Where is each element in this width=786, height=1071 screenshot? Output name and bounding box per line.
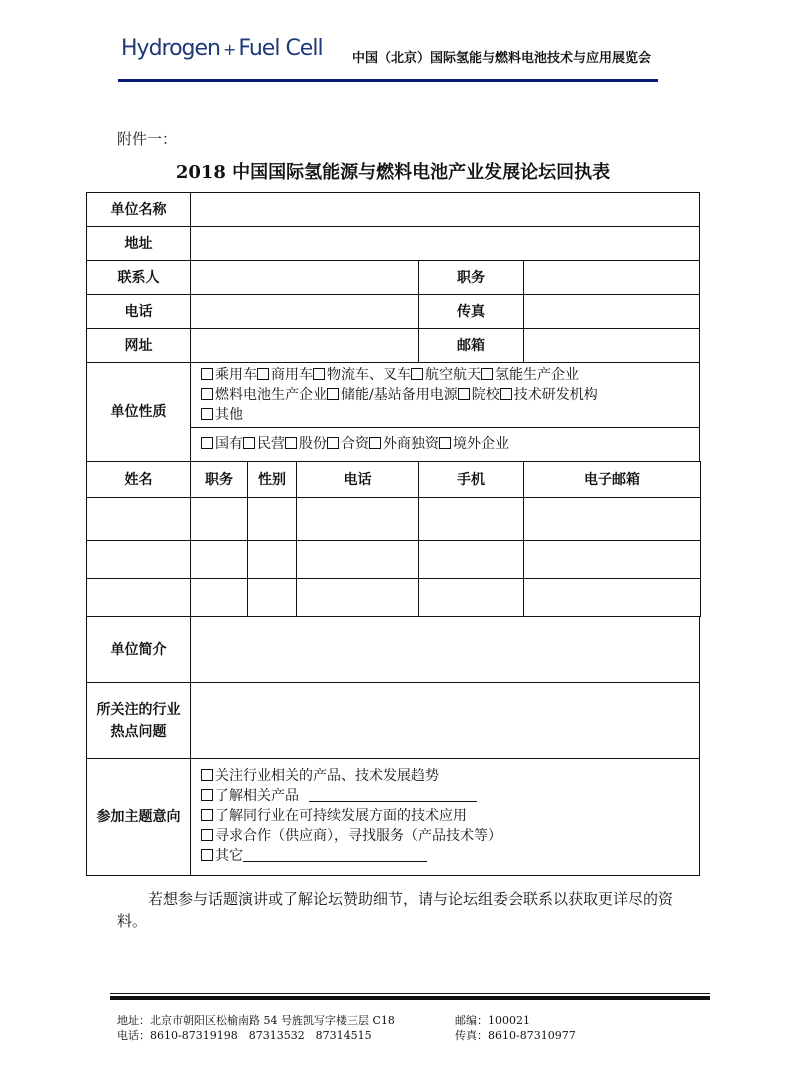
- ownership-option-label: 合资: [341, 436, 369, 452]
- ownership-option-label: 外商独资: [383, 436, 439, 452]
- attendee-input-cell[interactable]: [523, 540, 701, 579]
- checkbox-icon[interactable]: [201, 368, 213, 380]
- footer-address: 地址：北京市朝阳区松榆南路 54 号旌凯写字楼三层 C18: [117, 1014, 395, 1027]
- email-label: 邮箱: [418, 328, 524, 363]
- position-label: 职务: [418, 260, 524, 295]
- phone-label: 电话: [86, 294, 191, 329]
- checkbox-icon[interactable]: [201, 809, 213, 821]
- checkbox-icon[interactable]: [285, 437, 297, 449]
- website-label: 网址: [86, 328, 191, 363]
- checkbox-icon[interactable]: [201, 388, 213, 400]
- checkbox-icon[interactable]: [369, 437, 381, 449]
- topic-intent-options: [190, 758, 700, 876]
- attendee-input-cell[interactable]: [190, 578, 248, 617]
- ownership-option[interactable]: [327, 436, 369, 452]
- fax-label: 传真: [418, 294, 524, 329]
- topic-option-label: 关注行业相关的产品、技术发展趋势: [215, 768, 439, 784]
- attendee-header-cell: 姓名: [86, 461, 191, 498]
- ownership-option-label: 民营: [257, 436, 285, 452]
- industry-option-label: 物流车、叉车: [327, 367, 411, 383]
- topic-option-label: 了解相关产品: [215, 788, 299, 804]
- industry-option[interactable]: [411, 367, 481, 383]
- checkbox-icon[interactable]: [313, 368, 325, 380]
- industry-option-label: 燃料电池生产企业: [215, 387, 327, 403]
- ownership-option-label: 股份: [299, 436, 327, 452]
- company-profile-field[interactable]: [190, 616, 700, 683]
- footer-fax: 传真：8610-87310977: [455, 1029, 576, 1042]
- checkbox-icon[interactable]: [201, 849, 213, 861]
- checkbox-icon[interactable]: [257, 368, 269, 380]
- industry-option-label: 航空航天: [425, 367, 481, 383]
- topic-option[interactable]: [201, 768, 439, 784]
- topic-option-label: 寻求合作（供应商），寻找服务（产品技术等）: [215, 828, 502, 844]
- attendee-input-cell[interactable]: [247, 497, 297, 541]
- address-label: 地址: [86, 226, 191, 261]
- logo-plus: +: [223, 40, 236, 59]
- attendee-input-cell[interactable]: [86, 578, 191, 617]
- ownership-option[interactable]: [285, 436, 327, 452]
- industry-option[interactable]: [458, 387, 500, 403]
- industry-option[interactable]: [201, 387, 327, 403]
- checkbox-icon[interactable]: [243, 437, 255, 449]
- contact-note: 若想参与话题演讲或了解论坛赞助细节，请与论坛组委会联系以获取更详尽的资料。: [117, 890, 674, 930]
- industry-option-label: 乘用车: [215, 367, 257, 383]
- industry-option[interactable]: [481, 367, 579, 383]
- industry-option-label: 院校: [471, 387, 500, 403]
- topic-option-label: 了解同行业在可持续发展方面的技术应用: [215, 808, 467, 824]
- address-field[interactable]: [190, 226, 700, 261]
- company-name-label: 单位名称: [86, 192, 191, 227]
- topic-option-label: 其它: [215, 848, 243, 864]
- logo-left-text: Hydrogen: [121, 36, 220, 61]
- form-title: 2018 中国国际氢能源与燃料电池产业发展论坛回执表: [175, 162, 611, 183]
- checkbox-icon[interactable]: [201, 789, 213, 801]
- other-blank-line[interactable]: [243, 847, 427, 862]
- checkbox-icon[interactable]: [481, 368, 493, 380]
- checkbox-icon[interactable]: [458, 388, 470, 400]
- attendee-input-cell[interactable]: [296, 540, 419, 579]
- attendee-header-cell: 电话: [296, 461, 419, 498]
- industry-option-label: 其他: [215, 407, 243, 423]
- topic-option[interactable]: [201, 828, 502, 844]
- attendee-input-cell[interactable]: [523, 497, 701, 541]
- industry-options: [190, 362, 700, 428]
- ownership-options: [190, 427, 700, 462]
- hydrogen-fuel-cell-logo: [121, 36, 323, 61]
- phone-field[interactable]: [190, 294, 419, 329]
- ownership-option[interactable]: [439, 436, 509, 452]
- footer-rule-thin: [110, 993, 710, 994]
- topic-intent-label: 参加主题意向: [86, 758, 191, 876]
- footer-postcode: 邮编：100021: [455, 1014, 530, 1027]
- contact-field[interactable]: [190, 260, 419, 295]
- attendee-input-cell[interactable]: [247, 578, 297, 617]
- footer-rule-thick: [110, 996, 710, 1000]
- industry-option[interactable]: [201, 407, 243, 423]
- website-field[interactable]: [190, 328, 419, 363]
- checkbox-icon[interactable]: [500, 388, 512, 400]
- fax-field[interactable]: [523, 294, 700, 329]
- attendee-input-cell[interactable]: [190, 497, 248, 541]
- ownership-option[interactable]: [369, 436, 439, 452]
- company-name-field[interactable]: [190, 192, 700, 227]
- attendee-input-cell[interactable]: [523, 578, 701, 617]
- attendee-input-cell[interactable]: [86, 497, 191, 541]
- checkbox-icon[interactable]: [327, 388, 339, 400]
- checkbox-icon[interactable]: [201, 437, 213, 449]
- checkbox-icon[interactable]: [201, 769, 213, 781]
- topic-option[interactable]: [201, 848, 243, 864]
- checkbox-icon[interactable]: [327, 437, 339, 449]
- hot-topics-field[interactable]: [190, 682, 700, 759]
- industry-option-label: 氢能生产企业: [495, 367, 579, 383]
- attendee-header-cell: 性别: [247, 461, 297, 498]
- attendee-input-cell[interactable]: [296, 578, 419, 617]
- industry-option[interactable]: [500, 387, 598, 403]
- registration-form-table: [86, 192, 700, 876]
- footer-phones: 电话：8610-87319198 87313532 87314515: [117, 1029, 372, 1042]
- checkbox-icon[interactable]: [439, 437, 451, 449]
- industry-option[interactable]: [257, 367, 313, 383]
- attendee-header-cell: 职务: [190, 461, 248, 498]
- attendee-input-cell[interactable]: [418, 540, 524, 579]
- attachment-label: 附件一：: [117, 130, 178, 148]
- position-field[interactable]: [523, 260, 700, 295]
- hot-topics-label: 所关注的行业热点问题: [86, 682, 191, 759]
- ownership-option[interactable]: [201, 436, 243, 452]
- attendee-input-cell[interactable]: [190, 540, 248, 579]
- checkbox-icon[interactable]: [411, 368, 423, 380]
- attendee-header-cell: 手机: [418, 461, 524, 498]
- attendee-header-cell: 电子邮箱: [523, 461, 701, 498]
- industry-option-label: 商用车: [271, 367, 313, 383]
- expo-name: 中国（北京）国际氢能与燃料电池技术与应用展览会: [352, 51, 652, 66]
- ownership-option-label: 境外企业: [453, 436, 509, 452]
- attendee-input-cell[interactable]: [418, 497, 524, 541]
- topic-option[interactable]: [201, 808, 467, 824]
- industry-option-label: 技术研发机构: [513, 387, 598, 403]
- industry-option[interactable]: [313, 367, 411, 383]
- product-blank-line[interactable]: [309, 787, 477, 802]
- logo-right-text: Fuel Cell: [238, 36, 323, 61]
- checkbox-icon[interactable]: [201, 408, 213, 420]
- attendee-input-cell[interactable]: [86, 540, 191, 579]
- attendee-input-cell[interactable]: [296, 497, 419, 541]
- header-rule: [118, 79, 658, 82]
- industry-option-label: 储能/基站备用电源: [341, 387, 458, 403]
- attendee-input-cell[interactable]: [418, 578, 524, 617]
- industry-option[interactable]: [201, 367, 257, 383]
- contact-label: 联系人: [86, 260, 191, 295]
- email-field[interactable]: [523, 328, 700, 363]
- ownership-option-label: 国有: [215, 436, 243, 452]
- company-profile-label: 单位简介: [86, 616, 191, 683]
- industry-option[interactable]: [327, 387, 458, 403]
- attendee-input-cell[interactable]: [247, 540, 297, 579]
- checkbox-icon[interactable]: [201, 829, 213, 841]
- ownership-option[interactable]: [243, 436, 285, 452]
- topic-option[interactable]: [201, 788, 299, 804]
- company-type-label: 单位性质: [86, 362, 191, 462]
